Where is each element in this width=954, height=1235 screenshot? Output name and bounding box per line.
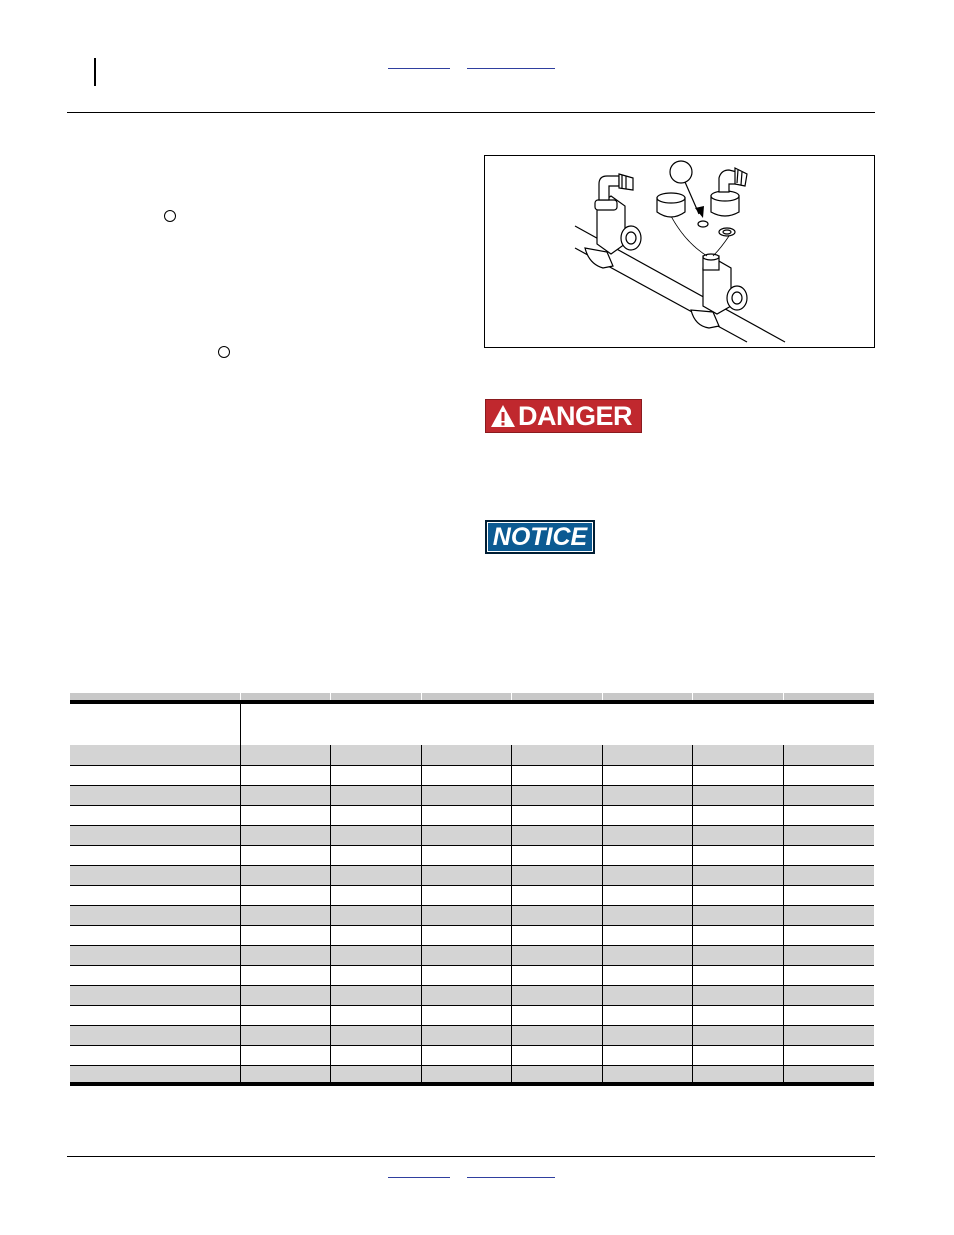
header-link-1[interactable] [388,68,450,69]
nozzle-assembly-figure [484,155,875,348]
table-band-divider [692,693,693,700]
table-row [70,925,874,945]
table-band-divider [511,693,512,700]
table-header-divider [240,704,241,745]
table-column-divider [602,745,603,1085]
leader-arrowhead [695,206,704,218]
table-row [70,1005,874,1025]
table-bottom-rule [70,1082,874,1086]
table-row [70,905,874,925]
table-top-rule [70,700,874,704]
notice-safety-label [485,520,595,554]
table-row [70,1045,874,1065]
footer-rule [67,1156,875,1157]
table-band-divider [783,693,784,700]
callout-circle-1 [164,210,176,222]
table-band-divider [602,693,603,700]
table-row [70,825,874,845]
table-row [70,765,874,785]
table-row [70,965,874,985]
danger-safety-label [485,399,642,433]
table-row [70,945,874,965]
table-column-divider [783,745,784,1085]
danger-signal-word: DANGER [518,401,633,431]
table-row [70,745,874,765]
table-column-divider [421,745,422,1085]
notice-signal-word: NOTICE [492,523,588,551]
table-column-divider [330,745,331,1085]
footer-link-2[interactable] [467,1177,555,1178]
table-row [70,1025,874,1045]
table-header-band [70,693,874,700]
header-rule [67,112,875,113]
table-row [70,785,874,805]
footer-link-1[interactable] [388,1177,450,1178]
table-column-divider [511,745,512,1085]
table-row [70,865,874,885]
table-row [70,885,874,905]
header-margin-bar [94,58,96,86]
table-row [70,985,874,1005]
header-link-2[interactable] [467,68,555,69]
table-column-divider [692,745,693,1085]
table-band-divider [240,693,241,700]
warning-triangle-icon [490,404,516,428]
table-row [70,845,874,865]
callout-circle-2 [218,346,230,358]
table-band-divider [330,693,331,700]
table-band-divider [421,693,422,700]
table-row [70,805,874,825]
nozzle-assembly-illustration [485,156,874,347]
table-column-divider [240,745,241,1085]
